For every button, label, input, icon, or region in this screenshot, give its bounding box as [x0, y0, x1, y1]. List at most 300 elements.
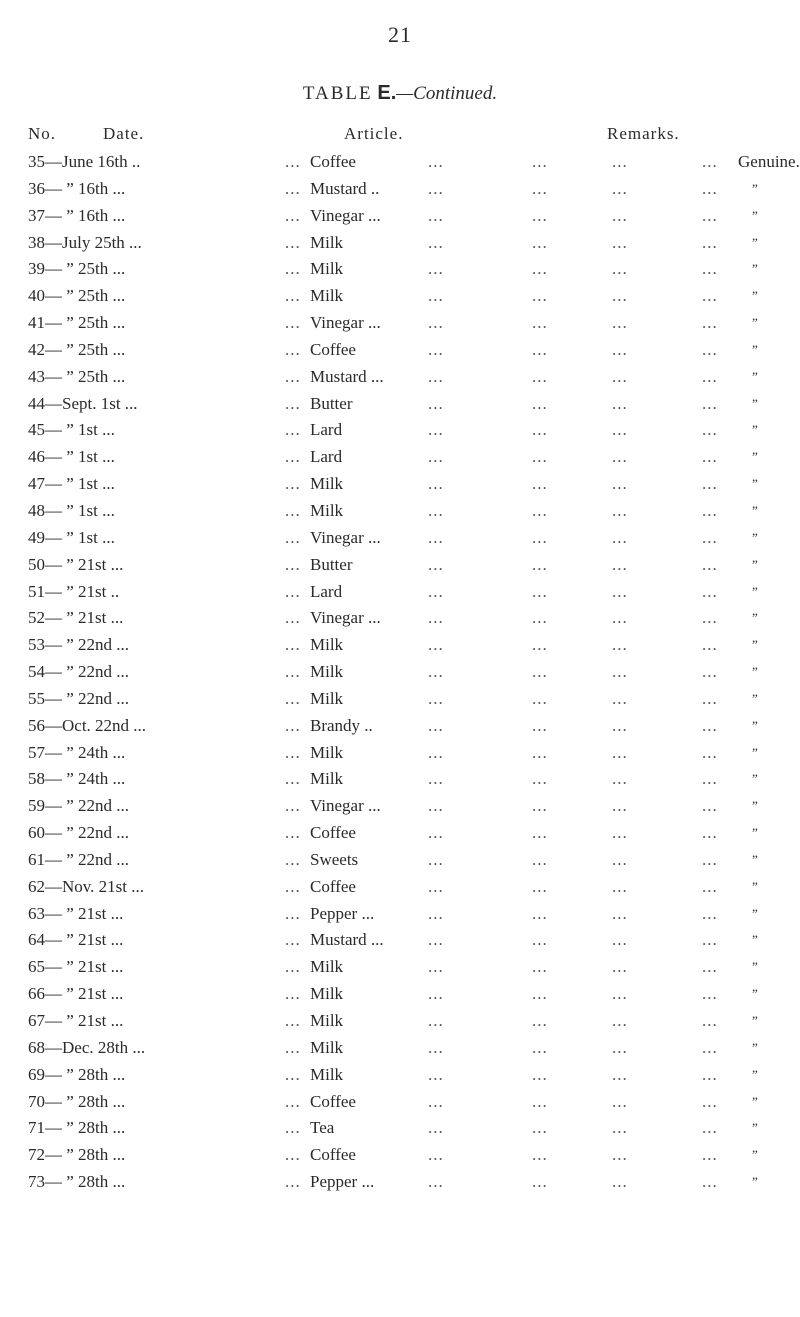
leader-dots: ...: [428, 608, 444, 628]
row-remark: ”: [752, 449, 758, 465]
leader-dots: ...: [532, 554, 548, 574]
leader-dots: ...: [702, 823, 718, 843]
leader-dots: ...: [612, 662, 628, 682]
row-number-date: 71— ” 28th ...: [28, 1118, 126, 1138]
row-article: Sweets: [310, 849, 359, 869]
leader-dots: ...: [702, 957, 718, 977]
leader-dots: ...: [612, 930, 628, 950]
row-number-date: 45— ” 1st ...: [28, 420, 115, 440]
leader-dots: ...: [702, 339, 718, 359]
table-row: [0, 1172, 800, 1199]
row-remark: ”: [752, 476, 758, 492]
leader-dots: ...: [428, 742, 444, 762]
leader-dots: ...: [285, 152, 301, 171]
leader-dots: ...: [285, 259, 301, 279]
leader-dots: ...: [702, 205, 718, 225]
row-article: Pepper ...: [310, 903, 375, 923]
leader-dots: ...: [428, 1118, 444, 1138]
row-article: Butter: [310, 393, 353, 413]
row-number-date: 41— ” 25th ...: [28, 313, 126, 333]
row-article: Milk: [310, 500, 344, 520]
table-row: [0, 233, 800, 260]
leader-dots: ...: [612, 581, 628, 601]
row-remark: ”: [752, 986, 758, 1002]
row-article: Coffee: [310, 1091, 356, 1111]
row-article: Lard: [310, 420, 343, 440]
table-row: [0, 904, 800, 931]
table-row: [0, 474, 800, 501]
leader-dots: ...: [612, 500, 628, 520]
row-number-date: 66— ” 21st ...: [28, 984, 124, 1004]
row-number-date: 47— ” 1st ...: [28, 474, 115, 494]
leader-dots: ...: [612, 554, 628, 574]
leader-dots: ...: [285, 1118, 301, 1138]
leader-dots: ...: [702, 715, 718, 735]
row-article: Milk: [310, 474, 344, 494]
leader-dots: ...: [532, 313, 548, 333]
row-article: Vinegar ...: [310, 608, 381, 628]
table-row: [0, 635, 800, 662]
leader-dots: ...: [428, 876, 444, 896]
leader-dots: ...: [285, 769, 301, 789]
leader-dots: ...: [702, 1145, 718, 1165]
leader-dots: ...: [532, 796, 548, 816]
leader-dots: ...: [702, 1037, 718, 1057]
leader-dots: ...: [612, 1091, 628, 1111]
leader-dots: ...: [428, 769, 444, 789]
leader-dots: ...: [702, 500, 718, 520]
table-row: [0, 501, 800, 528]
leader-dots: ...: [702, 903, 718, 923]
row-remark: ”: [752, 234, 758, 250]
leader-dots: ...: [702, 286, 718, 306]
row-remark: ”: [752, 1147, 758, 1163]
page-number: 21: [388, 22, 412, 47]
leader-dots: ...: [285, 339, 301, 359]
row-number-date: 54— ” 22nd ...: [28, 662, 130, 682]
row-remark: ”: [752, 261, 758, 277]
row-article: Milk: [310, 635, 344, 655]
leader-dots: ...: [532, 903, 548, 923]
row-remark: ”: [752, 851, 758, 867]
leader-dots: ...: [612, 876, 628, 896]
leader-dots: ...: [612, 1011, 628, 1030]
leader-dots: ...: [612, 1118, 628, 1138]
leader-dots: ...: [612, 608, 628, 628]
row-number-date: 37— ” 16th ...: [28, 205, 126, 225]
leader-dots: ...: [702, 1091, 718, 1111]
leader-dots: ...: [702, 152, 718, 171]
leader-dots: ...: [612, 447, 628, 467]
row-number-date: 70— ” 28th ...: [28, 1091, 126, 1111]
row-article: Milk: [310, 662, 344, 682]
leader-dots: ...: [285, 984, 301, 1004]
row-remark: ”: [752, 771, 758, 787]
row-remark: ”: [752, 1174, 758, 1190]
leader-dots: ...: [428, 420, 444, 440]
table-row: [0, 957, 800, 984]
leader-dots: ...: [532, 1091, 548, 1111]
row-article: Lard: [310, 447, 343, 467]
leader-dots: ...: [612, 474, 628, 494]
row-article: Mustard ...: [310, 366, 384, 386]
leader-dots: ...: [532, 1064, 548, 1084]
leader-dots: ...: [532, 366, 548, 386]
row-number-date: 61— ” 22nd ...: [28, 849, 130, 869]
row-number-date: 44—Sept. 1st ...: [28, 393, 138, 413]
leader-dots: ...: [612, 205, 628, 225]
row-article: Lard: [310, 581, 343, 601]
leader-dots: ...: [285, 849, 301, 869]
table-row: [0, 716, 800, 743]
leader-dots: ...: [285, 1064, 301, 1084]
leader-dots: ...: [612, 796, 628, 816]
leader-dots: ...: [428, 984, 444, 1004]
row-number-date: 48— ” 1st ...: [28, 500, 115, 520]
leader-dots: ...: [285, 903, 301, 923]
row-remark: ”: [752, 664, 758, 680]
leader-dots: ...: [428, 527, 444, 547]
table-row: [0, 152, 800, 179]
leader-dots: ...: [428, 796, 444, 816]
leader-dots: ...: [612, 715, 628, 735]
leader-dots: ...: [612, 1145, 628, 1165]
leader-dots: ...: [612, 393, 628, 413]
row-remark: ”: [752, 1093, 758, 1109]
row-article: Coffee: [310, 876, 356, 896]
leader-dots: ...: [612, 742, 628, 762]
leader-dots: ...: [702, 313, 718, 333]
table-row: [0, 769, 800, 796]
leader-dots: ...: [702, 581, 718, 601]
row-number-date: 46— ” 1st ...: [28, 447, 115, 467]
table-row: [0, 689, 800, 716]
leader-dots: ...: [285, 366, 301, 386]
header-remarks: Remarks.: [607, 124, 680, 143]
leader-dots: ...: [428, 688, 444, 708]
row-remark: ”: [752, 395, 758, 411]
leader-dots: ...: [285, 447, 301, 467]
leader-dots: ...: [285, 313, 301, 333]
row-article: Mustard ..: [310, 178, 380, 198]
leader-dots: ...: [532, 447, 548, 467]
leader-dots: ...: [532, 232, 548, 252]
leader-dots: ...: [612, 420, 628, 440]
leader-dots: ...: [702, 635, 718, 655]
row-article: Milk: [310, 1064, 344, 1084]
leader-dots: ...: [612, 1037, 628, 1057]
table-row: [0, 743, 800, 770]
leader-dots: ...: [532, 205, 548, 225]
row-number-date: 59— ” 22nd ...: [28, 796, 130, 816]
leader-dots: ...: [285, 635, 301, 655]
row-number-date: 51— ” 21st ..: [28, 581, 120, 601]
leader-dots: ...: [702, 1172, 718, 1192]
leader-dots: ...: [702, 1011, 718, 1030]
leader-dots: ...: [612, 688, 628, 708]
row-remark: ”: [752, 207, 758, 223]
row-number-date: 63— ” 21st ...: [28, 903, 124, 923]
leader-dots: ...: [428, 1091, 444, 1111]
leader-dots: ...: [702, 366, 718, 386]
table-row: [0, 984, 800, 1011]
row-article: Milk: [310, 259, 344, 279]
leader-dots: ...: [612, 366, 628, 386]
row-remark: ”: [752, 422, 758, 438]
table-row: [0, 1065, 800, 1092]
row-number-date: 56—Oct. 22nd ...: [28, 715, 147, 735]
leader-dots: ...: [532, 849, 548, 869]
leader-dots: ...: [428, 849, 444, 869]
leader-dots: ...: [612, 635, 628, 655]
leader-dots: ...: [285, 1145, 301, 1165]
leader-dots: ...: [285, 232, 301, 252]
leader-dots: ...: [285, 608, 301, 628]
leader-dots: ...: [428, 205, 444, 225]
leader-dots: ...: [532, 662, 548, 682]
row-remark: ”: [752, 637, 758, 653]
leader-dots: ...: [428, 1172, 444, 1192]
leader-dots: ...: [428, 232, 444, 252]
leader-dots: ...: [702, 474, 718, 494]
leader-dots: ...: [428, 366, 444, 386]
row-number-date: 43— ” 25th ...: [28, 366, 126, 386]
leader-dots: ...: [612, 1064, 628, 1084]
leader-dots: ...: [532, 715, 548, 735]
row-number-date: 53— ” 22nd ...: [28, 635, 130, 655]
leader-dots: ...: [532, 152, 548, 171]
row-remark: ”: [752, 288, 758, 304]
table-row: [0, 394, 800, 421]
row-number-date: 68—Dec. 28th ...: [28, 1037, 146, 1057]
leader-dots: ...: [532, 1011, 548, 1030]
row-remark: ”: [752, 556, 758, 572]
leader-dots: ...: [702, 232, 718, 252]
row-article: Milk: [310, 688, 344, 708]
leader-dots: ...: [285, 393, 301, 413]
row-article: Coffee: [310, 823, 356, 843]
leader-dots: ...: [702, 849, 718, 869]
row-number-date: 73— ” 28th ...: [28, 1172, 126, 1192]
table-title-letter: E.: [377, 82, 397, 104]
row-remark: ”: [752, 744, 758, 760]
row-remark: ”: [752, 502, 758, 518]
leader-dots: ...: [285, 554, 301, 574]
table-row: [0, 1092, 800, 1119]
leader-dots: ...: [532, 957, 548, 977]
row-article: Coffee: [310, 152, 356, 171]
leader-dots: ...: [612, 1172, 628, 1192]
leader-dots: ...: [428, 554, 444, 574]
leader-dots: ...: [428, 635, 444, 655]
row-remark: ”: [752, 583, 758, 599]
leader-dots: ...: [285, 957, 301, 977]
row-number-date: 42— ” 25th ...: [28, 339, 126, 359]
table-header: [0, 124, 800, 150]
leader-dots: ...: [428, 393, 444, 413]
leader-dots: ...: [612, 984, 628, 1004]
row-remark: ”: [752, 1013, 758, 1028]
leader-dots: ...: [532, 1172, 548, 1192]
leader-dots: ...: [532, 339, 548, 359]
leader-dots: ...: [612, 769, 628, 789]
row-remark: ”: [752, 905, 758, 921]
leader-dots: ...: [612, 823, 628, 843]
table-body: [0, 152, 800, 1199]
leader-dots: ...: [702, 178, 718, 198]
leader-dots: ...: [532, 1145, 548, 1165]
table-title: [0, 82, 800, 105]
row-number-date: 58— ” 24th ...: [28, 769, 126, 789]
leader-dots: ...: [532, 930, 548, 950]
table-title-continued: —Continued.: [396, 83, 498, 104]
leader-dots: ...: [285, 581, 301, 601]
leader-dots: ...: [428, 339, 444, 359]
row-remark: Genuine.: [738, 152, 800, 171]
row-number-date: 72— ” 28th ...: [28, 1145, 126, 1165]
leader-dots: ...: [285, 500, 301, 520]
table-row: [0, 447, 800, 474]
leader-dots: ...: [428, 474, 444, 494]
row-article: Vinegar ...: [310, 205, 381, 225]
row-number-date: 39— ” 25th ...: [28, 259, 126, 279]
leader-dots: ...: [702, 876, 718, 896]
row-article: Milk: [310, 1037, 344, 1057]
leader-dots: ...: [428, 152, 444, 171]
table-row: [0, 662, 800, 689]
leader-dots: ...: [532, 420, 548, 440]
leader-dots: ...: [612, 339, 628, 359]
table-row: [0, 340, 800, 367]
row-remark: ”: [752, 798, 758, 814]
table-row: [0, 930, 800, 957]
table-row: [0, 313, 800, 340]
leader-dots: ...: [285, 930, 301, 950]
row-remark: ”: [752, 529, 758, 545]
leader-dots: ...: [702, 662, 718, 682]
row-remark: ”: [752, 180, 758, 196]
leader-dots: ...: [612, 903, 628, 923]
leader-dots: ...: [428, 903, 444, 923]
leader-dots: ...: [285, 205, 301, 225]
leader-dots: ...: [285, 527, 301, 547]
leader-dots: ...: [612, 286, 628, 306]
leader-dots: ...: [285, 1037, 301, 1057]
leader-dots: ...: [285, 1091, 301, 1111]
row-remark: ”: [752, 959, 758, 975]
leader-dots: ...: [285, 420, 301, 440]
leader-dots: ...: [532, 581, 548, 601]
leader-dots: ...: [702, 259, 718, 279]
leader-dots: ...: [702, 930, 718, 950]
row-number-date: 62—Nov. 21st ...: [28, 876, 145, 896]
table-row: [0, 1011, 800, 1038]
row-number-date: 40— ” 25th ...: [28, 286, 126, 306]
leader-dots: ...: [428, 178, 444, 198]
table-row: [0, 1118, 800, 1145]
leader-dots: ...: [428, 259, 444, 279]
leader-dots: ...: [532, 527, 548, 547]
table-row: [0, 877, 800, 904]
leader-dots: ...: [702, 742, 718, 762]
leader-dots: ...: [428, 1145, 444, 1165]
row-remark: ”: [752, 1039, 758, 1055]
row-remark: ”: [752, 690, 758, 706]
row-article: Brandy ..: [310, 715, 373, 735]
leader-dots: ...: [612, 957, 628, 977]
table-row: [0, 259, 800, 286]
leader-dots: ...: [428, 581, 444, 601]
leader-dots: ...: [428, 500, 444, 520]
row-remark: ”: [752, 825, 758, 841]
row-number-date: 64— ” 21st ...: [28, 930, 124, 950]
leader-dots: ...: [532, 286, 548, 306]
row-article: Milk: [310, 742, 344, 762]
row-number-date: 69— ” 28th ...: [28, 1064, 126, 1084]
leader-dots: ...: [702, 447, 718, 467]
leader-dots: ...: [532, 635, 548, 655]
row-number-date: 52— ” 21st ...: [28, 608, 124, 628]
leader-dots: ...: [702, 420, 718, 440]
row-article: Coffee: [310, 339, 356, 359]
leader-dots: ...: [702, 393, 718, 413]
leader-dots: ...: [285, 1172, 301, 1192]
leader-dots: ...: [285, 742, 301, 762]
leader-dots: ...: [428, 447, 444, 467]
leader-dots: ...: [612, 527, 628, 547]
row-article: Milk: [310, 957, 344, 977]
leader-dots: ...: [532, 1118, 548, 1138]
leader-dots: ...: [532, 688, 548, 708]
row-article: Vinegar ...: [310, 313, 381, 333]
row-remark: ”: [752, 717, 758, 733]
leader-dots: ...: [702, 554, 718, 574]
row-number-date: 65— ” 21st ...: [28, 957, 124, 977]
leader-dots: ...: [428, 715, 444, 735]
row-article: Pepper ...: [310, 1172, 375, 1192]
leader-dots: ...: [532, 474, 548, 494]
row-article: Milk: [310, 1011, 344, 1030]
row-number-date: 57— ” 24th ...: [28, 742, 126, 762]
row-number-date: 35—June 16th ..: [28, 152, 141, 171]
leader-dots: ...: [532, 984, 548, 1004]
row-number-date: 60— ” 22nd ...: [28, 823, 130, 843]
leader-dots: ...: [285, 876, 301, 896]
leader-dots: ...: [612, 313, 628, 333]
table-row: [0, 555, 800, 582]
leader-dots: ...: [702, 688, 718, 708]
row-remark: ”: [752, 878, 758, 894]
leader-dots: ...: [532, 608, 548, 628]
leader-dots: ...: [612, 178, 628, 198]
row-remark: ”: [752, 341, 758, 357]
table-row: [0, 179, 800, 206]
table-row: [0, 823, 800, 850]
row-remark: ”: [752, 610, 758, 626]
leader-dots: ...: [285, 688, 301, 708]
leader-dots: ...: [532, 823, 548, 843]
header-article: Article.: [344, 124, 404, 143]
leader-dots: ...: [428, 313, 444, 333]
leader-dots: ...: [285, 796, 301, 816]
leader-dots: ...: [612, 232, 628, 252]
table-row: [0, 608, 800, 635]
row-remark: ”: [752, 1120, 758, 1136]
leader-dots: ...: [702, 1118, 718, 1138]
row-article: Vinegar ...: [310, 796, 381, 816]
row-number-date: 67— ” 21st ...: [28, 1011, 124, 1030]
leader-dots: ...: [428, 1011, 444, 1030]
